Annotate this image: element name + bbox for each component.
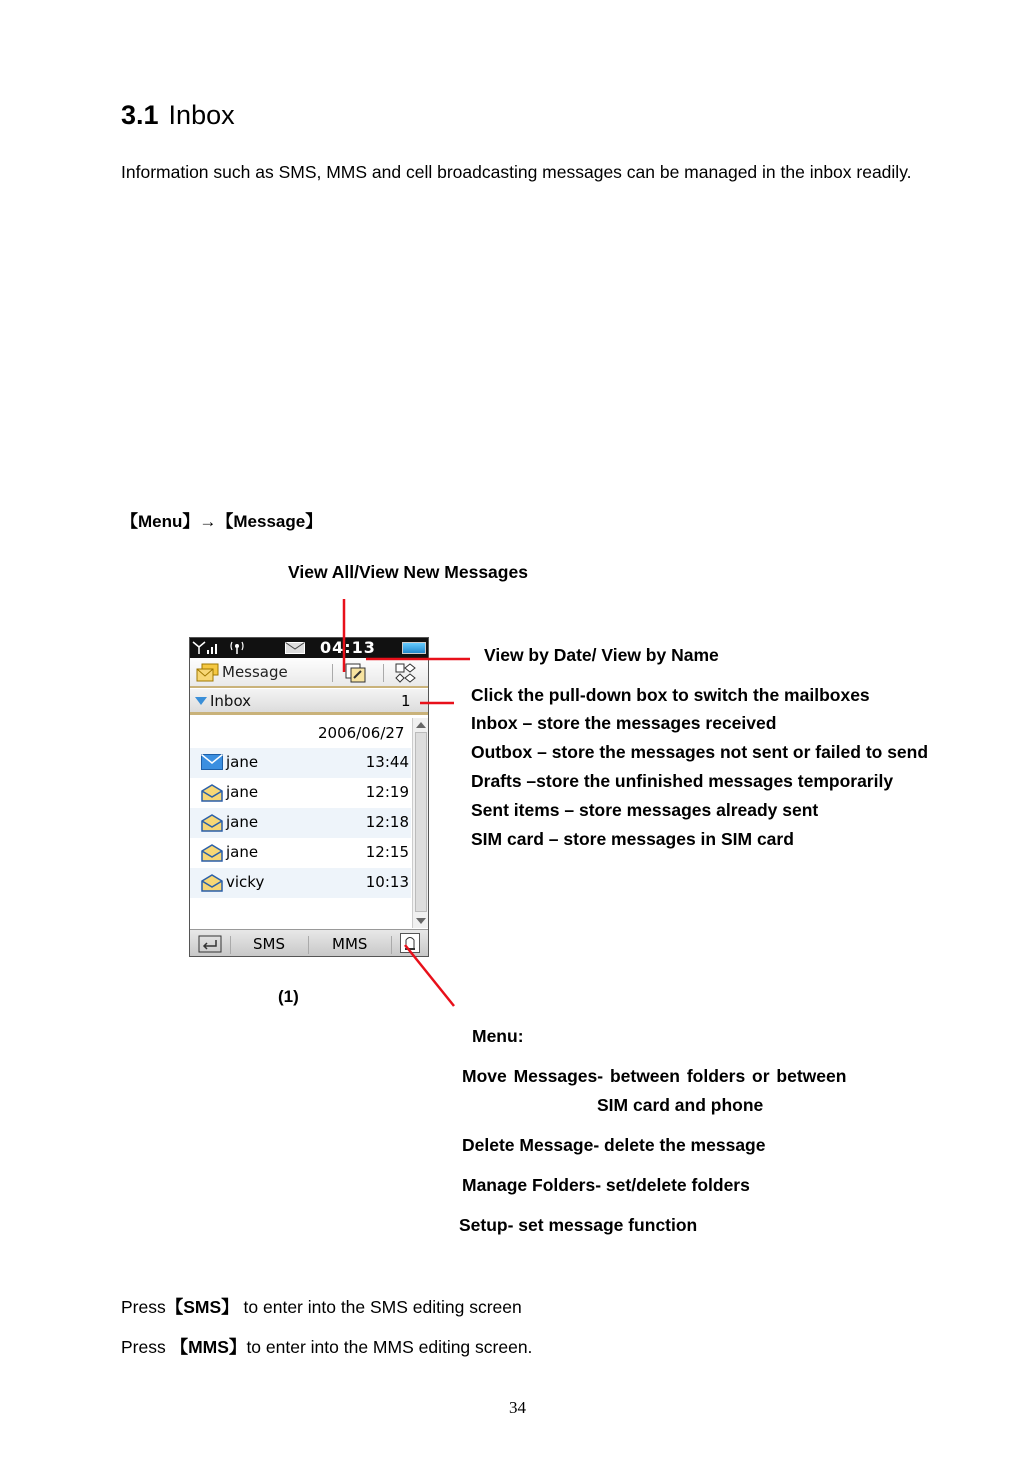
message-sender: jane [226, 783, 259, 801]
menu-move-line2: SIM card and phone [597, 1095, 764, 1115]
sms-softkey[interactable]: SMS [253, 935, 285, 953]
message-sender: jane [226, 843, 259, 861]
app-title: Message [222, 663, 288, 681]
sms-instruction [121, 1294, 522, 1319]
date-header: 2006/06/27 [318, 724, 405, 742]
figure-caption: (1) [278, 987, 299, 1006]
view-by-annotation: View by Date/ View by Name [484, 645, 719, 665]
nav-path: 【Menu】→【Message】 [121, 512, 323, 531]
mailbox-annotation-line: Drafts –store the unfinished messages temporarily [471, 771, 894, 791]
press-label: Press [121, 1337, 171, 1357]
view-all-annotation: View All/View New Messages [288, 562, 528, 582]
mailbox-annotation-line: Inbox – store the messages received [471, 713, 777, 733]
mms-key-label: 【MMS】 [170, 1337, 247, 1357]
mms-instruction-text: to enter into the MMS editing screen. [246, 1337, 533, 1357]
message-sender: jane [226, 813, 259, 831]
message-sender: jane [226, 753, 259, 771]
mailbox-name: Inbox [210, 692, 252, 710]
page-number: 34 [509, 1398, 526, 1417]
message-time: 12:18 [365, 813, 409, 831]
menu-setup: Setup- set message function [459, 1215, 698, 1235]
section-number: 3.1 [121, 100, 159, 130]
message-time: 12:19 [365, 783, 409, 801]
message-time: 12:15 [365, 843, 409, 861]
sms-instruction-text: to enter into the SMS editing screen [238, 1297, 522, 1317]
message-time: 13:44 [365, 753, 409, 771]
message-time: 10:13 [365, 873, 409, 891]
intro-paragraph: Information such as SMS, MMS and cell broadcasting messages can be managed in the inbox readily. [121, 162, 912, 182]
mailbox-annotation-line: Outbox – store the messages not sent or failed to send [471, 742, 929, 762]
menu-manage: Manage Folders- set/delete folders [462, 1175, 750, 1195]
callout-menu [405, 945, 454, 1006]
mms-softkey[interactable]: MMS [332, 935, 368, 953]
mms-instruction [121, 1334, 532, 1359]
press-label: Press [121, 1297, 166, 1317]
sms-key-label: 【SMS】 [165, 1297, 239, 1317]
mailbox-count: 1 [401, 692, 411, 710]
mailbox-annotation-line: SIM card – store messages in SIM card [471, 829, 794, 849]
menu-heading: Menu: [472, 1026, 524, 1046]
mailbox-annotation-line: Click the pull-down box to switch the mailboxes [471, 685, 870, 705]
message-sender: vicky [226, 873, 265, 891]
menu-delete: Delete Message- delete the message [462, 1135, 766, 1155]
menu-move-line1: Move Messages- between folders or between [462, 1066, 847, 1086]
status-clock: 04:13 [320, 638, 376, 657]
mailbox-annotation-line: Sent items – store messages already sent [471, 800, 819, 820]
section-title: Inbox [168, 100, 235, 130]
